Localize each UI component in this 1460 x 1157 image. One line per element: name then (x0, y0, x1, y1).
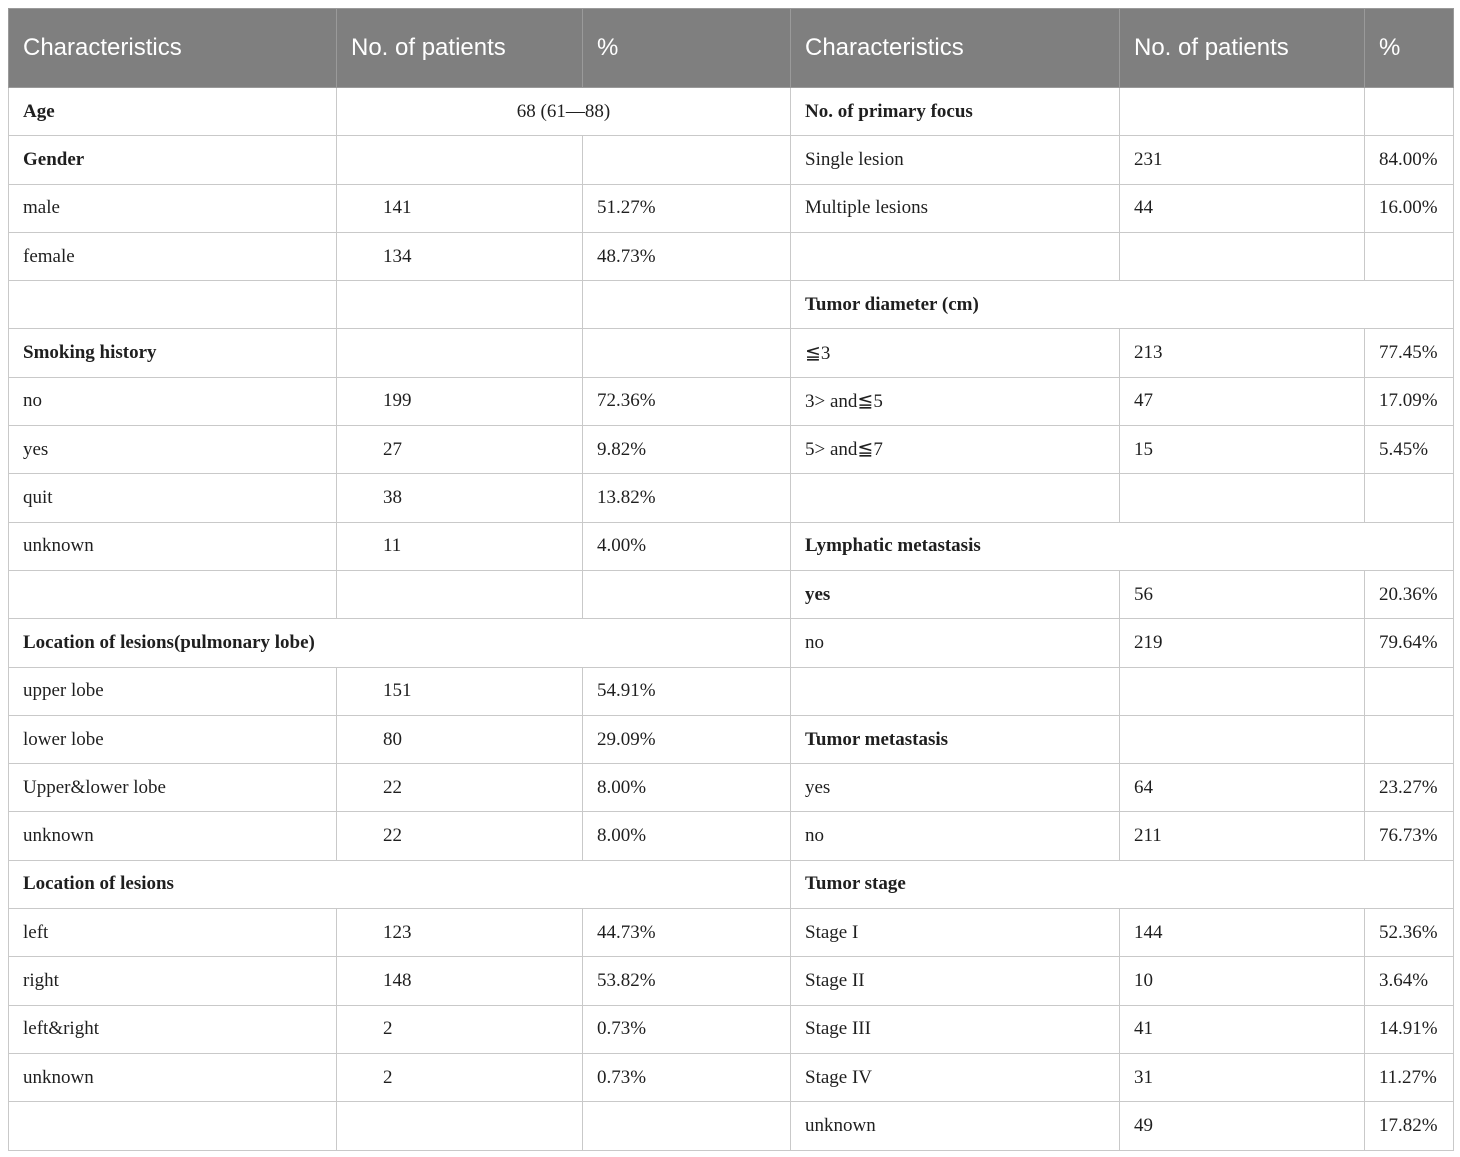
right-label: no (791, 812, 1120, 860)
left-section-heading: Location of lesions (9, 860, 791, 908)
right-label: yes (791, 764, 1120, 812)
right-percent: 52.36% (1365, 909, 1454, 957)
left-percent (583, 136, 791, 184)
left-label: male (9, 184, 337, 232)
right-label (791, 667, 1120, 715)
right-count: 56 (1120, 570, 1365, 618)
right-percent: 77.45% (1365, 329, 1454, 377)
left-percent: 54.91% (583, 667, 791, 715)
left-count (337, 570, 583, 618)
right-count: 49 (1120, 1102, 1365, 1150)
table-row (9, 1053, 1454, 1101)
left-percent: 72.36% (583, 377, 791, 425)
right-label: Stage IV (791, 1053, 1120, 1101)
header-characteristics-right: Characteristics (791, 9, 1120, 88)
left-label: unknown (9, 1053, 337, 1101)
patient-characteristics-table (8, 8, 1454, 1151)
right-percent: 20.36% (1365, 570, 1454, 618)
left-label: Smoking history (9, 329, 337, 377)
left-count: 2 (337, 1005, 583, 1053)
right-count (1120, 474, 1365, 522)
table-row (9, 281, 1454, 329)
left-count (337, 136, 583, 184)
left-percent (583, 281, 791, 329)
right-label: Tumor metastasis (791, 715, 1120, 763)
right-percent: 3.64% (1365, 957, 1454, 1005)
table-row (9, 377, 1454, 425)
table-row (9, 522, 1454, 570)
right-count: 211 (1120, 812, 1365, 860)
table-row (9, 184, 1454, 232)
right-count: 213 (1120, 329, 1365, 377)
right-count (1120, 715, 1365, 763)
right-section-heading: Tumor diameter (cm) (791, 281, 1454, 329)
left-section-heading: Location of lesions(pulmonary lobe) (9, 619, 791, 667)
right-label: ≦3 (791, 329, 1120, 377)
right-label (791, 232, 1120, 280)
left-label (9, 1102, 337, 1150)
right-percent (1365, 715, 1454, 763)
left-label: Gender (9, 136, 337, 184)
header-row (9, 9, 1454, 88)
header-percent-left: % (583, 9, 791, 88)
left-percent (583, 1102, 791, 1150)
left-label: female (9, 232, 337, 280)
right-label: 5> and≦7 (791, 426, 1120, 474)
left-percent: 29.09% (583, 715, 791, 763)
header-characteristics-left: Characteristics (9, 9, 337, 88)
right-label: Multiple lesions (791, 184, 1120, 232)
right-count: 47 (1120, 377, 1365, 425)
left-label: left&right (9, 1005, 337, 1053)
left-label: unknown (9, 522, 337, 570)
header-patients-right: No. of patients (1120, 9, 1365, 88)
table-row (9, 474, 1454, 522)
left-percent: 0.73% (583, 1005, 791, 1053)
right-count: 44 (1120, 184, 1365, 232)
left-count: 134 (337, 232, 583, 280)
right-count: 41 (1120, 1005, 1365, 1053)
right-section-heading: Tumor stage (791, 860, 1454, 908)
right-percent (1365, 88, 1454, 136)
left-label: unknown (9, 812, 337, 860)
left-count: 2 (337, 1053, 583, 1101)
left-count: 38 (337, 474, 583, 522)
right-count (1120, 88, 1365, 136)
left-label: quit (9, 474, 337, 522)
right-percent: 17.09% (1365, 377, 1454, 425)
table-row (9, 860, 1454, 908)
left-label: lower lobe (9, 715, 337, 763)
table-row (9, 329, 1454, 377)
left-count: 123 (337, 909, 583, 957)
table-row (9, 764, 1454, 812)
table-row (9, 957, 1454, 1005)
left-count: 199 (337, 377, 583, 425)
left-percent (583, 570, 791, 618)
table-row (9, 136, 1454, 184)
table-row (9, 570, 1454, 618)
left-count: 27 (337, 426, 583, 474)
left-percent: 13.82% (583, 474, 791, 522)
left-label (9, 570, 337, 618)
left-percent: 53.82% (583, 957, 791, 1005)
table-row (9, 232, 1454, 280)
left-label: no (9, 377, 337, 425)
table-row (9, 426, 1454, 474)
right-count (1120, 232, 1365, 280)
right-count: 15 (1120, 426, 1365, 474)
table-row (9, 812, 1454, 860)
right-percent: 23.27% (1365, 764, 1454, 812)
left-percent: 8.00% (583, 812, 791, 860)
left-count: 22 (337, 812, 583, 860)
table-row (9, 1005, 1454, 1053)
table-row (9, 909, 1454, 957)
left-count: 141 (337, 184, 583, 232)
left-label: Age (9, 88, 337, 136)
right-count: 144 (1120, 909, 1365, 957)
left-count (337, 1102, 583, 1150)
table-row (9, 88, 1454, 136)
right-count: 64 (1120, 764, 1365, 812)
right-count: 231 (1120, 136, 1365, 184)
left-count: 80 (337, 715, 583, 763)
table-row (9, 619, 1454, 667)
left-percent: 48.73% (583, 232, 791, 280)
header-patients-left: No. of patients (337, 9, 583, 88)
right-label: yes (791, 570, 1120, 618)
right-label: No. of primary focus (791, 88, 1120, 136)
right-percent: 76.73% (1365, 812, 1454, 860)
left-label: right (9, 957, 337, 1005)
right-label: Single lesion (791, 136, 1120, 184)
left-percent: 51.27% (583, 184, 791, 232)
left-percent: 9.82% (583, 426, 791, 474)
table-row (9, 1102, 1454, 1150)
right-label: unknown (791, 1102, 1120, 1150)
left-count: 11 (337, 522, 583, 570)
right-count (1120, 667, 1365, 715)
right-label: 3> and≦5 (791, 377, 1120, 425)
left-percent: 4.00% (583, 522, 791, 570)
right-label (791, 474, 1120, 522)
right-label: no (791, 619, 1120, 667)
right-percent (1365, 232, 1454, 280)
left-percent: 0.73% (583, 1053, 791, 1101)
left-count (337, 281, 583, 329)
right-label: Stage II (791, 957, 1120, 1005)
right-percent: 14.91% (1365, 1005, 1454, 1053)
left-percent: 44.73% (583, 909, 791, 957)
left-value: 68 (61—88) (337, 88, 791, 136)
left-label: upper lobe (9, 667, 337, 715)
right-label: Stage III (791, 1005, 1120, 1053)
table-row (9, 715, 1454, 763)
left-label (9, 281, 337, 329)
left-count: 151 (337, 667, 583, 715)
table-row (9, 667, 1454, 715)
right-percent: 84.00% (1365, 136, 1454, 184)
right-percent: 11.27% (1365, 1053, 1454, 1101)
header-percent-right: % (1365, 9, 1454, 88)
left-label: Upper&lower lobe (9, 764, 337, 812)
right-percent: 17.82% (1365, 1102, 1454, 1150)
right-percent (1365, 667, 1454, 715)
left-label: left (9, 909, 337, 957)
right-percent (1365, 474, 1454, 522)
left-percent: 8.00% (583, 764, 791, 812)
left-count: 22 (337, 764, 583, 812)
right-count: 219 (1120, 619, 1365, 667)
right-percent: 16.00% (1365, 184, 1454, 232)
left-count (337, 329, 583, 377)
left-label: yes (9, 426, 337, 474)
left-percent (583, 329, 791, 377)
right-count: 31 (1120, 1053, 1365, 1101)
right-percent: 5.45% (1365, 426, 1454, 474)
right-label: Stage I (791, 909, 1120, 957)
right-percent: 79.64% (1365, 619, 1454, 667)
right-section-heading: Lymphatic metastasis (791, 522, 1454, 570)
left-count: 148 (337, 957, 583, 1005)
right-count: 10 (1120, 957, 1365, 1005)
